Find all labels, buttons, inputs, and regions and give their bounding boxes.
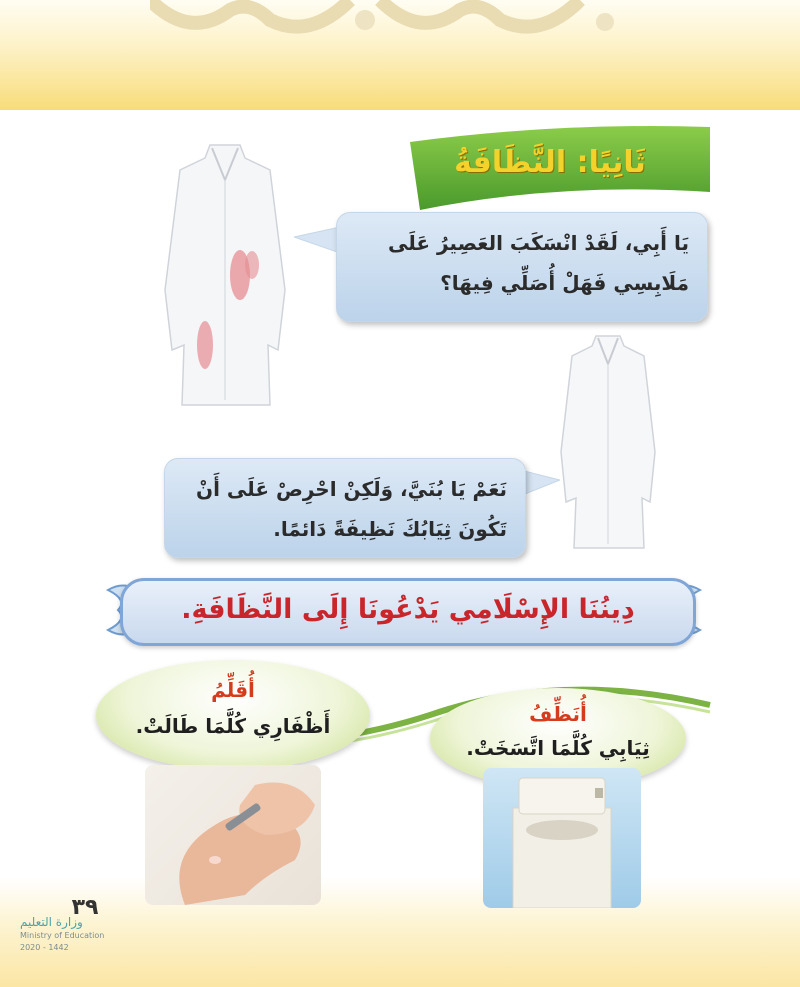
child-bubble-tail bbox=[294, 225, 340, 255]
edition-years: 2020 - 1442 bbox=[20, 943, 69, 952]
ministry-name-en: Ministry of Education bbox=[20, 931, 105, 940]
father-bubble-tail bbox=[520, 468, 560, 498]
child-speech-bubble bbox=[336, 212, 708, 322]
father-speech-text: نَعَمْ يَا بُنَيَّ، وَلَكِنْ احْرِصْ عَلَى أَنْ تَكُونَ ثِيَابُكَ نَظِيفَةً دَائمًا. bbox=[196, 477, 507, 541]
father-speech-bubble bbox=[164, 458, 526, 558]
washing-machine-photo bbox=[483, 768, 641, 908]
nail-clipping-photo bbox=[145, 765, 321, 905]
ministry-logo bbox=[20, 915, 120, 965]
habit-nails-verb: أُقَلِّمُ bbox=[211, 678, 255, 702]
habit-nails-text: أَظْفَارِي كُلَّمَا طَالَتْ. bbox=[135, 714, 331, 738]
page-number: ٣٩ bbox=[71, 895, 99, 920]
child-speech-text: يَا أَبِي، لَقَدْ انْسَكَبَ العَصِيرُ عَلَى مَلَابِسِي فَهَلْ أُصَلِّي فِيهَا؟ bbox=[387, 231, 689, 295]
habit-clothes-verb: أُنَظِّفُ bbox=[529, 702, 587, 726]
habit-clothes-text: ثِيَابِي كُلَّمَا اتَّسَخَتْ. bbox=[466, 736, 650, 760]
hands-illustration bbox=[145, 765, 321, 905]
ministry-name-ar: وزارة التعليم bbox=[20, 915, 83, 929]
top-ornament-pattern bbox=[150, 0, 630, 40]
habit-nails-card bbox=[96, 660, 370, 770]
section-title: ثَانِيًا: النَّظَافَةُ bbox=[454, 145, 646, 180]
stained-thobe-image bbox=[160, 140, 290, 410]
bottom-decorative-band bbox=[0, 877, 800, 987]
motto-text: دِينُنَا الإِسْلَامِي يَدْعُونَا إِلَى النَّظَافَةِ. bbox=[181, 594, 635, 625]
clean-thobe-image bbox=[558, 332, 658, 552]
washing-machine-illustration bbox=[483, 768, 641, 908]
motto-banner bbox=[120, 578, 696, 646]
